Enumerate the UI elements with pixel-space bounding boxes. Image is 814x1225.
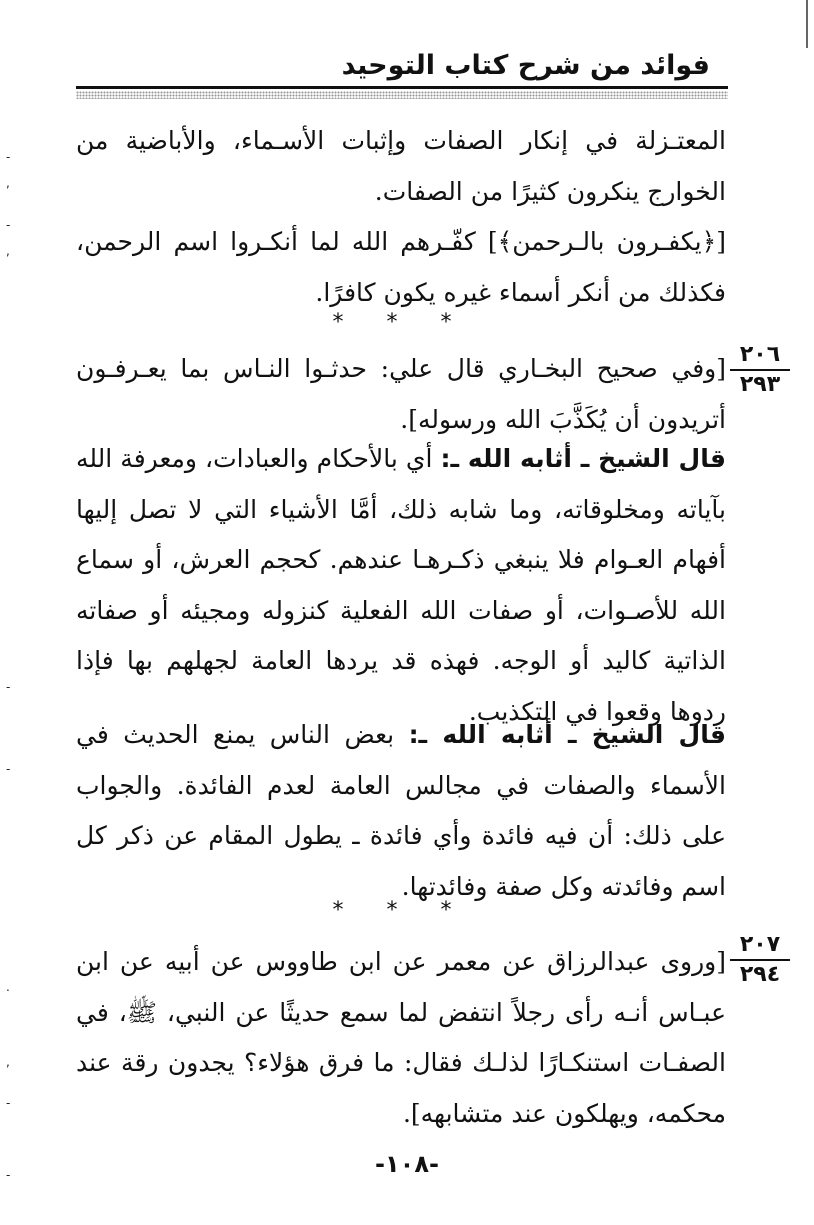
margin-mark: - <box>6 1168 11 1182</box>
margin-mark: - <box>6 680 11 694</box>
paragraph-abdulrazzaq: [وروى عبدالرزاق عن معمر عن ابن طاووس عن أبيه عن ابن عبـاس أنـه رأى رجلاً انتفض لما سمع حديثًا عن النبي، ﷺ، في الصفـات استنكـارًا لذلـك فقال: ما فرق هؤلاء؟ يجدون رقة عند محكمه، ويهلكون عند متشابهه]. <box>76 947 726 1128</box>
margin-mark: , <box>6 1055 10 1069</box>
sheikh-comment-text: بعض الناس يمنع الحديث في الأسماء والصفات في مجالس العامة لعدم الفائدة. والجواب على ذلك: أن فيه فائدة وأي فائدة ـ يطول المقام عن ذكر كل اسم وفائدته وكل صفة وفائدتها. <box>76 720 726 901</box>
page-edge-line <box>806 0 808 48</box>
margin-mark: - <box>6 762 11 776</box>
margin-mark: , <box>6 176 10 190</box>
page-number: -١٠٨- <box>375 1150 439 1178</box>
margin-mark: - <box>6 150 11 164</box>
header-dotted-band <box>76 91 728 99</box>
running-header-title: فوائد من شرح كتاب التوحيد <box>341 50 710 81</box>
sheikh-label: قال الشيخ ـ أثابه الله ـ: <box>408 720 726 749</box>
margin-mark: . <box>6 980 10 994</box>
margin-mark: - <box>6 218 11 232</box>
paragraph-sheikh-comment-1 <box>76 434 726 737</box>
header-rule <box>76 86 728 89</box>
sheikh-comment-text: أي بالأحكام والعبادات، ومعرفة الله بآياته ومخلوقاته، وما شابه ذلك، أمَّا الأشياء التي لا تصل إليها أفهام العـوام فلا ينبغي ذكـرهـا عندهم. كحجم العرش، أو سماع الله للأصـوات، أو صفات الله الفعلية كنزوله ومجيئه أو صفاته الذاتية كاليد أو الوجه. فهذه قد يردها العامة لجهلهم بها فإذا ردوها وقعوا في التكذيب. <box>76 444 726 726</box>
sheikh-label: قال الشيخ ـ أثابه الله ـ: <box>440 444 727 473</box>
hadith-number-207 <box>730 932 790 988</box>
paragraph-bukhari: [وفي صحيح البخـاري قال علي: حدثـوا النـاس بما يعـرفـون أتريدون أن يُكَذَّبَ الله ورسوله]. <box>76 354 726 434</box>
margin-mark: , <box>6 244 10 258</box>
paragraph-yakfurun: [﴿يكفـرون بالـرحمن﴾] كفّـرهم الله لما أنكـروا اسم الرحمن، فكذلك من أنكر أسماء غيره يكون كافرًا. <box>76 227 726 307</box>
hadith-number-bottom: ٢٩٤ <box>739 962 781 987</box>
hadith-number-206 <box>730 342 790 398</box>
section-separator: * * * <box>332 898 470 923</box>
margin-mark: - <box>6 1096 11 1110</box>
paragraph-sheikh-comment-2 <box>76 710 726 912</box>
hadith-number-bottom: ٢٩٣ <box>739 372 781 397</box>
hadith-number-top: ٢٠٧ <box>730 932 790 961</box>
section-separator: * * * <box>332 310 470 335</box>
hadith-number-top: ٢٠٦ <box>730 342 790 371</box>
paragraph-mutazila: المعتـزلة في إنكار الصفات وإثبات الأسـماء، والأباضية من الخوارج ينكرون كثيرًا من الصفات. <box>76 126 726 206</box>
